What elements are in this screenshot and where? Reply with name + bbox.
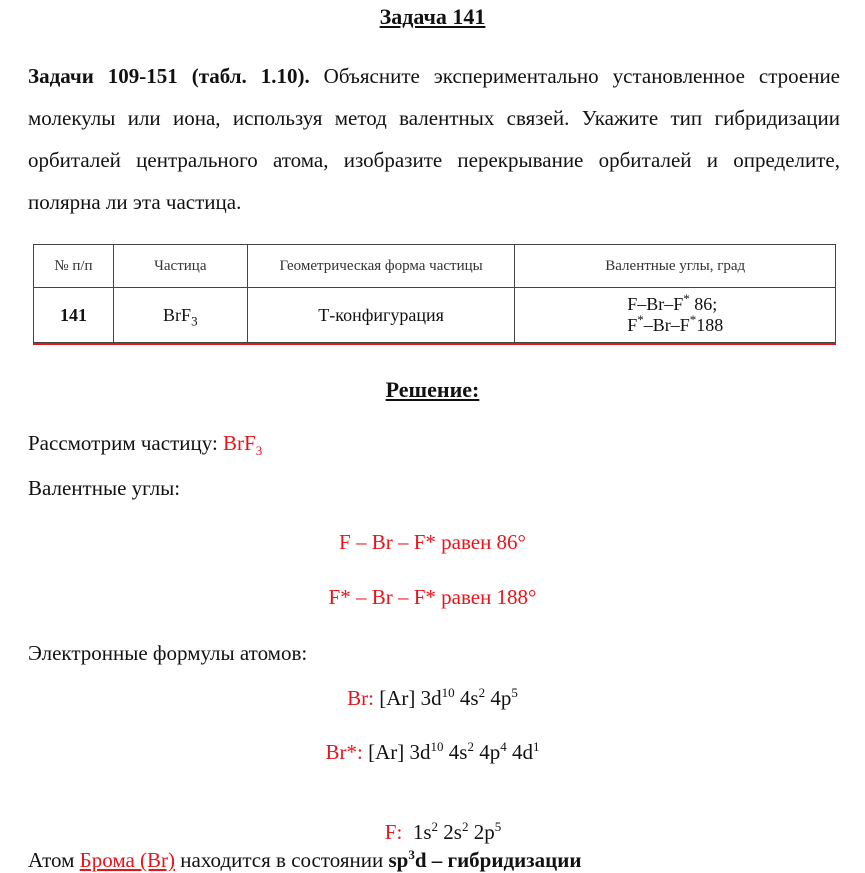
angle1-part: F–Br–F xyxy=(627,294,684,314)
formula-brx-label: Br*: xyxy=(325,740,363,764)
angle-equation-1: F – Br – F* равен 86° xyxy=(339,530,526,554)
angle2-part: F xyxy=(627,315,638,335)
hyb-text-b: находится в состоянии xyxy=(175,848,389,872)
angle1-value: 86; xyxy=(689,294,718,314)
solution-heading: Решение: xyxy=(385,377,480,402)
electron-label: Электронные формулы атомов: xyxy=(28,641,308,665)
formula-br-sup2: 2 xyxy=(478,685,486,700)
hyb-text-a: Атом xyxy=(28,848,80,872)
formula-f-label: F: xyxy=(384,820,403,844)
particle-base: BrF xyxy=(163,304,192,325)
header-num: № п/п xyxy=(34,245,114,288)
formula-br-sup3: 5 xyxy=(511,685,518,700)
formula-f-p2: 2s xyxy=(438,820,462,844)
formula-br xyxy=(0,686,865,711)
task-title: Задача 141 xyxy=(379,4,486,29)
cell-num: 141 xyxy=(34,288,114,343)
formula-brx-sup4: 1 xyxy=(532,739,540,754)
formula-brx-p3: 4p xyxy=(473,740,501,764)
header-angles: Валентные углы, град xyxy=(515,245,836,288)
consider-particle xyxy=(223,431,263,459)
formula-br-excited xyxy=(0,740,865,765)
formula-brx-core: [Ar] 3d xyxy=(362,740,431,764)
hybridization-line xyxy=(28,848,581,873)
formula-brx-sup1: 10 xyxy=(430,739,444,754)
formula-br-p2: 4s xyxy=(454,686,479,710)
consider-line xyxy=(28,431,263,459)
hyb-type-tail: d – гибридизации xyxy=(414,848,582,872)
formula-brx-sup3: 4 xyxy=(500,739,507,754)
data-table xyxy=(33,244,836,343)
formula-f-sup1: 2 xyxy=(431,819,438,834)
valence-label: Валентные углы: xyxy=(28,476,181,500)
angle2-value: 188 xyxy=(696,315,724,335)
hyb-type-sup: 3 xyxy=(408,847,415,862)
formula-brx-sup2: 2 xyxy=(467,739,474,754)
consider-particle-sub: 3 xyxy=(255,443,263,459)
angle1-star: * xyxy=(683,291,690,306)
consider-label: Рассмотрим частицу: xyxy=(28,431,224,455)
formula-br-p3: 4p xyxy=(485,686,512,710)
header-particle: Частица xyxy=(113,245,247,288)
table-row xyxy=(34,288,836,343)
particle-sub: 3 xyxy=(191,313,198,329)
formula-f-core: 1s xyxy=(402,820,432,844)
formula-brx-p2: 4s xyxy=(443,740,468,764)
hyb-atom: Брома (Br) xyxy=(79,848,176,872)
angles-text xyxy=(627,291,724,336)
angle2-mid: –Br–F xyxy=(643,315,690,335)
consider-particle-base: BrF xyxy=(223,431,256,455)
formula-f-p3: 2p xyxy=(468,820,495,844)
cell-shape: Т-конфигурация xyxy=(247,288,515,343)
formula-f-sup3: 5 xyxy=(494,819,502,834)
cell-angles xyxy=(515,288,836,343)
formula-br-sup1: 10 xyxy=(441,685,455,700)
formula-br-core: [Ar] 3d xyxy=(374,686,442,710)
task-text: Объясните экспериментально установленное строение молекулы или иона, используя метод валентных связей. Укажите тип гибридизации орбиталей центрального атома, изобразите перекрывание орбиталей и определите, полярна ли эта частица. xyxy=(28,64,841,214)
cell-particle xyxy=(113,288,247,343)
formula-brx-p4: 4d xyxy=(506,740,533,764)
angle2-star1: * xyxy=(637,312,644,327)
task-ref: Задачи 109-151 (табл. 1.10). xyxy=(28,64,310,88)
formula-br-label: Br: xyxy=(347,686,374,710)
formula-f-sup2: 2 xyxy=(461,819,469,834)
hyb-type xyxy=(389,848,582,872)
angle2-star2: * xyxy=(689,312,697,327)
table-header-row xyxy=(34,245,836,288)
angle-equation-2: F* – Br – F* равен 188° xyxy=(328,585,537,609)
header-shape: Геометрическая форма частицы xyxy=(247,245,515,288)
hyb-type-base: sp xyxy=(388,848,409,872)
table-bottom-border xyxy=(33,343,836,345)
task-description xyxy=(28,55,840,223)
